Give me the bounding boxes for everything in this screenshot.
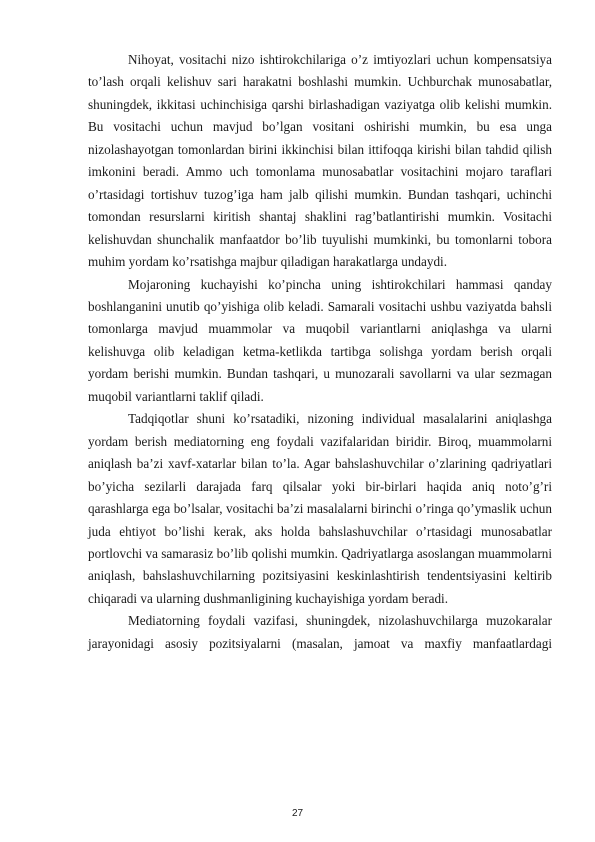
paragraph: Mediatorning foydali vazifasi, shuningdek, nizolashuvchilarga muzokaralar jarayonidagi asosiy pozitsiyalarni (masalan, jamoat va maxfiy manfaatlardagi <box>88 613 552 651</box>
paragraph: Mojaroning kuchayishi ko’pincha uning ishtirokchilari hammasi qanday boshlanganini unutib qo’yishiga olib keladi. Samarali vositachi ushbu vaziyatda bahsli tomonlarga mavjud muammolar va muqobil variantlarni aniqlashga va ularni kelishuvga olib keladigan ketma-ketlikda tartibga solishga yordam berish orqali yordam berishi mumkin. Bundan tashqari, u munozarali savollarni va ular sezmagan muqobil variantlarni taklif qiladi. <box>88 276 552 404</box>
paragraph: Nihoyat, vositachi nizo ishtirokchilariga o’z imtiyozlari uchun kompensatsiya to’lash orqali kelishuv sari harakatni boshlashi mumkin. Uchburchak munosabatlar, shuningdek, ikkitasi uchinchisiga qarshi birlashadigan vaziyatga olib kelishi mumkin. Bu vositachi uchun mavjud bo’lgan vositani oshirishi mumkin, bu esa unga nizolashayotgan tomonlardan birini ikkinchisi bilan ittifoqqa kirishi bilan tahdid qilish imkonini beradi. Ammo uch tomonlama munosabatlar vositachini mojaro taraflari o’rtasidagi tortishuv tuzog’iga ham jalb qilishi mumkin. Bundan tashqari, uchinchi tomondan resurslarni kiritish shantaj shaklini rag’batlantirishi mumkin. Vositachi kelishuvdan shunchalik manfaatdor bo’lib tuyulishi mumkinki, bu tomonlarni tobora muhim yordam ko’rsatishga majbur qiladigan harakatlarga undaydi. <box>88 52 552 270</box>
document-body <box>88 49 552 655</box>
page-number: 27 <box>291 808 304 819</box>
paragraph: Tadqiqotlar shuni ko’rsatadiki, nizoning individual masalalarini aniqlashga yordam berish mediatorning eng foydali vazifalaridan biridir. Biroq, muammolarni aniqlash ba’zi xavf-xatarlar bilan to’la. Agar bahslashuvchilar o’zlarining qadriyatlari bo’yicha sezilarli darajada farq qilsalar yoki bir-birlari haqida aniq noto’g’ri qarashlarga ega bo’lsalar, vositachi ba’zi masalalarni birinchi o’ringa qo’ymaslik uchun juda ehtiyot bo’lishi kerak, aks holda bahslashuvchilar o’rtasidagi munosabatlar portlovchi va samarasiz bo’lib qolishi mumkin. Qadriyatlarga asoslangan muammolarni aniqlash, bahslashuvchilarning pozitsiyasini keskinlashtirish tendentsiyasini keltirib chiqaradi va ularning dushmanligining kuchayishiga yordam beradi. <box>88 411 552 606</box>
